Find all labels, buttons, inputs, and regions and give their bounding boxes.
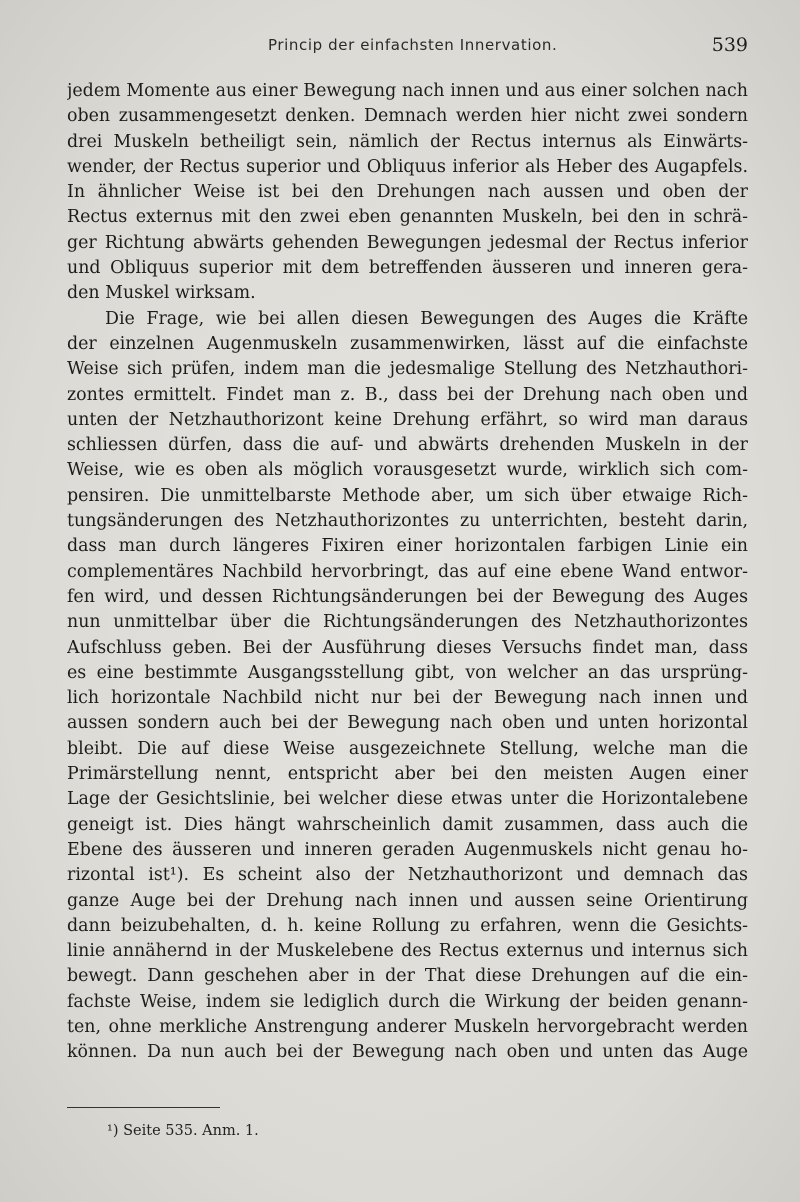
text-line: rizontal ist¹). Es scheint also der Netzhauthorizont und demnach das — [67, 865, 748, 886]
text-line: pensiren. Die unmittelbarste Methode aber, um sich über etwaige Rich- — [67, 485, 748, 506]
text-line: ger Richtung abwärts gehenden Bewegungen jedesmal der Rectus inferior — [67, 232, 748, 253]
text-line: linie annähernd in der Muskelebene des Rectus externus und internus sich — [67, 941, 748, 962]
text-line: ten, ohne merkliche Anstrengung anderer Muskeln hervorgebracht werden — [67, 1016, 748, 1037]
page-number: 539 — [711, 34, 748, 56]
running-title: Princip der einfachsten Innervation. — [268, 36, 558, 54]
footnote — [107, 1123, 259, 1139]
text-line: dann beizubehalten, d. h. keine Rollung zu erfahren, wenn die Gesichts- — [67, 915, 748, 936]
text-line: der einzelnen Augenmuskeln zusammenwirken, lässt auf die einfachste — [67, 333, 748, 354]
text-line: bleibt. Die auf diese Weise ausgezeichnete Stellung, welche man die — [67, 738, 748, 759]
text-line: es eine bestimmte Ausgangsstellung gibt, von welcher an das ursprüng- — [67, 662, 748, 683]
text-line: bewegt. Dann geschehen aber in der That diese Drehungen auf die ein- — [67, 966, 748, 987]
text-line: können. Da nun auch bei der Bewegung nach oben und unten das Auge — [67, 1042, 748, 1063]
text-line: drei Muskeln betheiligt sein, nämlich der Rectus internus als Einwärts- — [67, 131, 748, 152]
text-line: aussen sondern auch bei der Bewegung nach oben und unten horizontal — [67, 713, 748, 734]
text-line: dass man durch längeres Fixiren einer horizontalen farbigen Linie ein — [67, 536, 748, 557]
text-line: Primärstellung nennt, entspricht aber bei den meisten Augen einer — [67, 764, 748, 785]
text-line: Weise, wie es oben als möglich vorausgesetzt wurde, wirklich sich com- — [67, 460, 748, 481]
footnote-text: Seite 535. Anm. 1. — [123, 1123, 259, 1139]
text-line: Lage der Gesichtslinie, bei welcher diese etwas unter die Horizontalebene — [67, 789, 748, 810]
text-line: und Obliquus superior mit dem betreffenden äusseren und inneren gera- — [67, 258, 748, 279]
text-line: zontes ermittelt. Findet man z. B., dass bei der Drehung nach oben und — [67, 384, 748, 405]
text-line: oben zusammengesetzt denken. Demnach werden hier nicht zwei sondern — [67, 106, 748, 127]
text-line: Ebene des äusseren und inneren geraden Augenmuskels nicht genau ho- — [67, 839, 748, 860]
text-line: fen wird, und dessen Richtungsänderungen bei der Bewegung des Auges — [67, 586, 748, 607]
text-line: Die Frage, wie bei allen diesen Bewegungen des Auges die Kräfte — [105, 308, 748, 329]
text-line: lich horizontale Nachbild nicht nur bei der Bewegung nach innen und — [67, 688, 748, 709]
text-line: In ähnlicher Weise ist bei den Drehungen nach aussen und oben der — [67, 182, 748, 203]
text-line: jedem Momente aus einer Bewegung nach innen und aus einer solchen nach — [67, 81, 748, 101]
body-text — [67, 79, 748, 1066]
text-line: Rectus externus mit den zwei eben genannten Muskeln, bei den in schrä- — [67, 207, 748, 228]
text-line: Weise sich prüfen, indem man die jedesmalige Stellung des Netzhauthori- — [67, 359, 748, 380]
text-line: den Muskel wirksam. — [67, 283, 256, 304]
text-line: unten der Netzhauthorizont keine Drehung erfährt, so wird man daraus — [67, 409, 748, 430]
text-line: schliessen dürfen, dass die auf- und abwärts drehenden Muskeln in der — [67, 435, 748, 456]
footnote-divider — [67, 1107, 220, 1108]
text-line: fachste Weise, indem sie lediglich durch die Wirkung der beiden genann- — [67, 991, 748, 1012]
page-header — [68, 36, 748, 60]
text-line: geneigt ist. Dies hängt wahrscheinlich damit zusammen, dass auch die — [67, 814, 748, 835]
text-line: complementäres Nachbild hervorbringt, das auf eine ebene Wand entwor- — [67, 561, 748, 582]
text-line: Aufschluss geben. Bei der Ausführung dieses Versuchs findet man, dass — [67, 637, 748, 658]
text-line: ganze Auge bei der Drehung nach innen und aussen seine Orientirung — [67, 890, 748, 911]
text-line: nun unmittelbar über die Richtungsänderungen des Netzhauthorizontes — [67, 612, 748, 633]
text-line: wender, der Rectus superior und Obliquus inferior als Heber des Augapfels. — [67, 156, 748, 177]
footnote-marker: ¹) — [107, 1123, 119, 1139]
text-line: tungsänderungen des Netzhauthorizontes zu unterrichten, besteht darin, — [67, 511, 748, 532]
